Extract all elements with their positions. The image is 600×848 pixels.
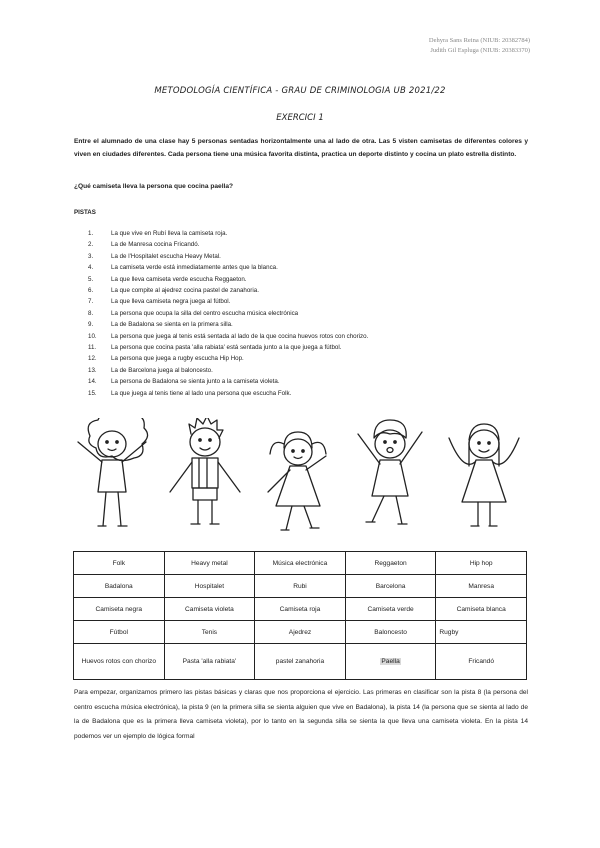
table-cell: Fricandó (436, 644, 527, 680)
table-cell: Música electrónica (255, 552, 346, 575)
explanation-paragraph: Para empezar, organizamos primero las pistas básicas y claras que nos proporciona el ejercicio. Las primeras en clasificar son la pista 8 (la persona del centro escucha música electrónica), la pista 9 (en la primera silla se sienta alguien que vive en Badalona), la pista 14 (la persona que se sienta al lado de la de Badalona que es la primera lleva camiseta violeta), por lo tanto en la segunda silla se sienta la que lleva una camiseta violeta. En la pista 14 podemos ver un ejemplo de lógica formal (74, 689, 528, 740)
clue-item: 5. La que lleva camiseta verde escucha Reggaeton. (88, 275, 247, 283)
table-cell: Huevos rotos con chorizo (74, 644, 165, 680)
table-cell: Rubi (255, 575, 346, 598)
table-cell: Camiseta blanca (436, 598, 527, 621)
clue-item: 7. La que lleva camiseta negra juega al fútbol. (88, 298, 231, 306)
clue-item: 11. La persona que cocina pasta 'alla rabiata' está sentada junto a la que juega a fútbol. (88, 344, 342, 352)
table-cell: Ajedrez (255, 621, 346, 644)
table-cell: Barcelona (345, 575, 436, 598)
author-1: Dehyra Sans Reina (NIUB: 20382784) (428, 37, 530, 44)
author-2: Judith Gil Espluga (NIUB: 20383370) (430, 47, 530, 54)
table-cell-highlighted (345, 644, 436, 680)
table-cell: Manresa (436, 575, 527, 598)
child-figure (449, 424, 519, 526)
table-cell: Hip hop (436, 552, 527, 575)
table-cell: Camiseta roja (255, 598, 346, 621)
table-cell: Badalona (74, 575, 165, 598)
clue-item: 2. La de Manresa cocina Fricandó. (88, 241, 200, 249)
child-figure (78, 418, 148, 526)
clues-heading: PISTAS (74, 209, 96, 216)
clue-item: 4. La camiseta verde está inmediatamente antes que la blanca. (88, 264, 278, 272)
clue-item: 14. La persona de Badalona se sienta junto a la camiseta violeta. (88, 378, 280, 386)
table-row (74, 598, 527, 621)
clue-item: 9. La de Badalona se sienta en la primera silla. (88, 321, 233, 329)
table-cell: Baloncesto (345, 621, 436, 644)
clue-item: 13. La de Barcelona juega al baloncesto. (88, 366, 213, 374)
clue-item: 1. La que vive en Rubí lleva la camiseta roja. (88, 230, 228, 237)
clue-item: 8. La persona que ocupa la silla del centro escucha música electrónica (88, 309, 299, 317)
child-figure (358, 420, 422, 524)
table-cell: Camiseta verde (345, 598, 436, 621)
table-cell: Camiseta negra (74, 598, 165, 621)
clue-item: 3. La de l'Hospitalet escucha Heavy Metal. (88, 252, 221, 260)
clue-item: 6. La que compite al ajedrez cocina pastel de zanahoria. (88, 287, 259, 295)
table-cell: Hospitalet (164, 575, 255, 598)
table-cell: Camiseta violeta (164, 598, 255, 621)
authors-block (429, 36, 530, 56)
clue-item: 10. La persona que juega al tenis está sentada al lado de la que cocina huevos rotos con chorizo. (88, 332, 369, 340)
table-cell: Tenis (164, 621, 255, 644)
question: ¿Qué camiseta lleva la persona que cocina paella? (74, 183, 234, 190)
table-row (74, 644, 527, 680)
clues-list (88, 228, 528, 399)
table-cell: Reggaeton (345, 552, 436, 575)
table-cell: Rugby (436, 621, 527, 644)
child-figure (170, 418, 240, 524)
solution-table (73, 551, 527, 680)
table-row (74, 552, 527, 575)
table-row (74, 621, 527, 644)
table-cell: Folk (74, 552, 165, 575)
answer-highlight: Paella (381, 658, 400, 665)
table-cell: pastel zanahoria (255, 644, 346, 680)
table-cell: Heavy metal (164, 552, 255, 575)
document-title: METODOLOGÍA CIENTÍFICA - GRAU DE CRIMINOLOGIA UB 2021/22 (154, 86, 446, 96)
intro-paragraph: Entre el alumnado de una clase hay 5 personas sentadas horizontalmente una al lado de otra. Las 5 visten camisetas de diferentes colores y viven en ciudades diferentes. Cada persona tiene una música favorita distinta, practica un deporte distinto y cocina un plato estrella distinto. (74, 138, 528, 158)
table-cell: Fútbol (74, 621, 165, 644)
table-cell: Pasta 'alla rabiata' (164, 644, 255, 680)
child-figure (268, 432, 326, 530)
clue-item: 12. La persona que juega a rugby escucha Hip Hop. (88, 355, 244, 363)
clue-item: 15. La que juega al tenis tiene al lado una persona que escucha Folk. (88, 389, 292, 397)
document-subtitle: EXERCICI 1 (276, 113, 324, 123)
table-row (74, 575, 527, 598)
children-illustration (60, 418, 540, 548)
